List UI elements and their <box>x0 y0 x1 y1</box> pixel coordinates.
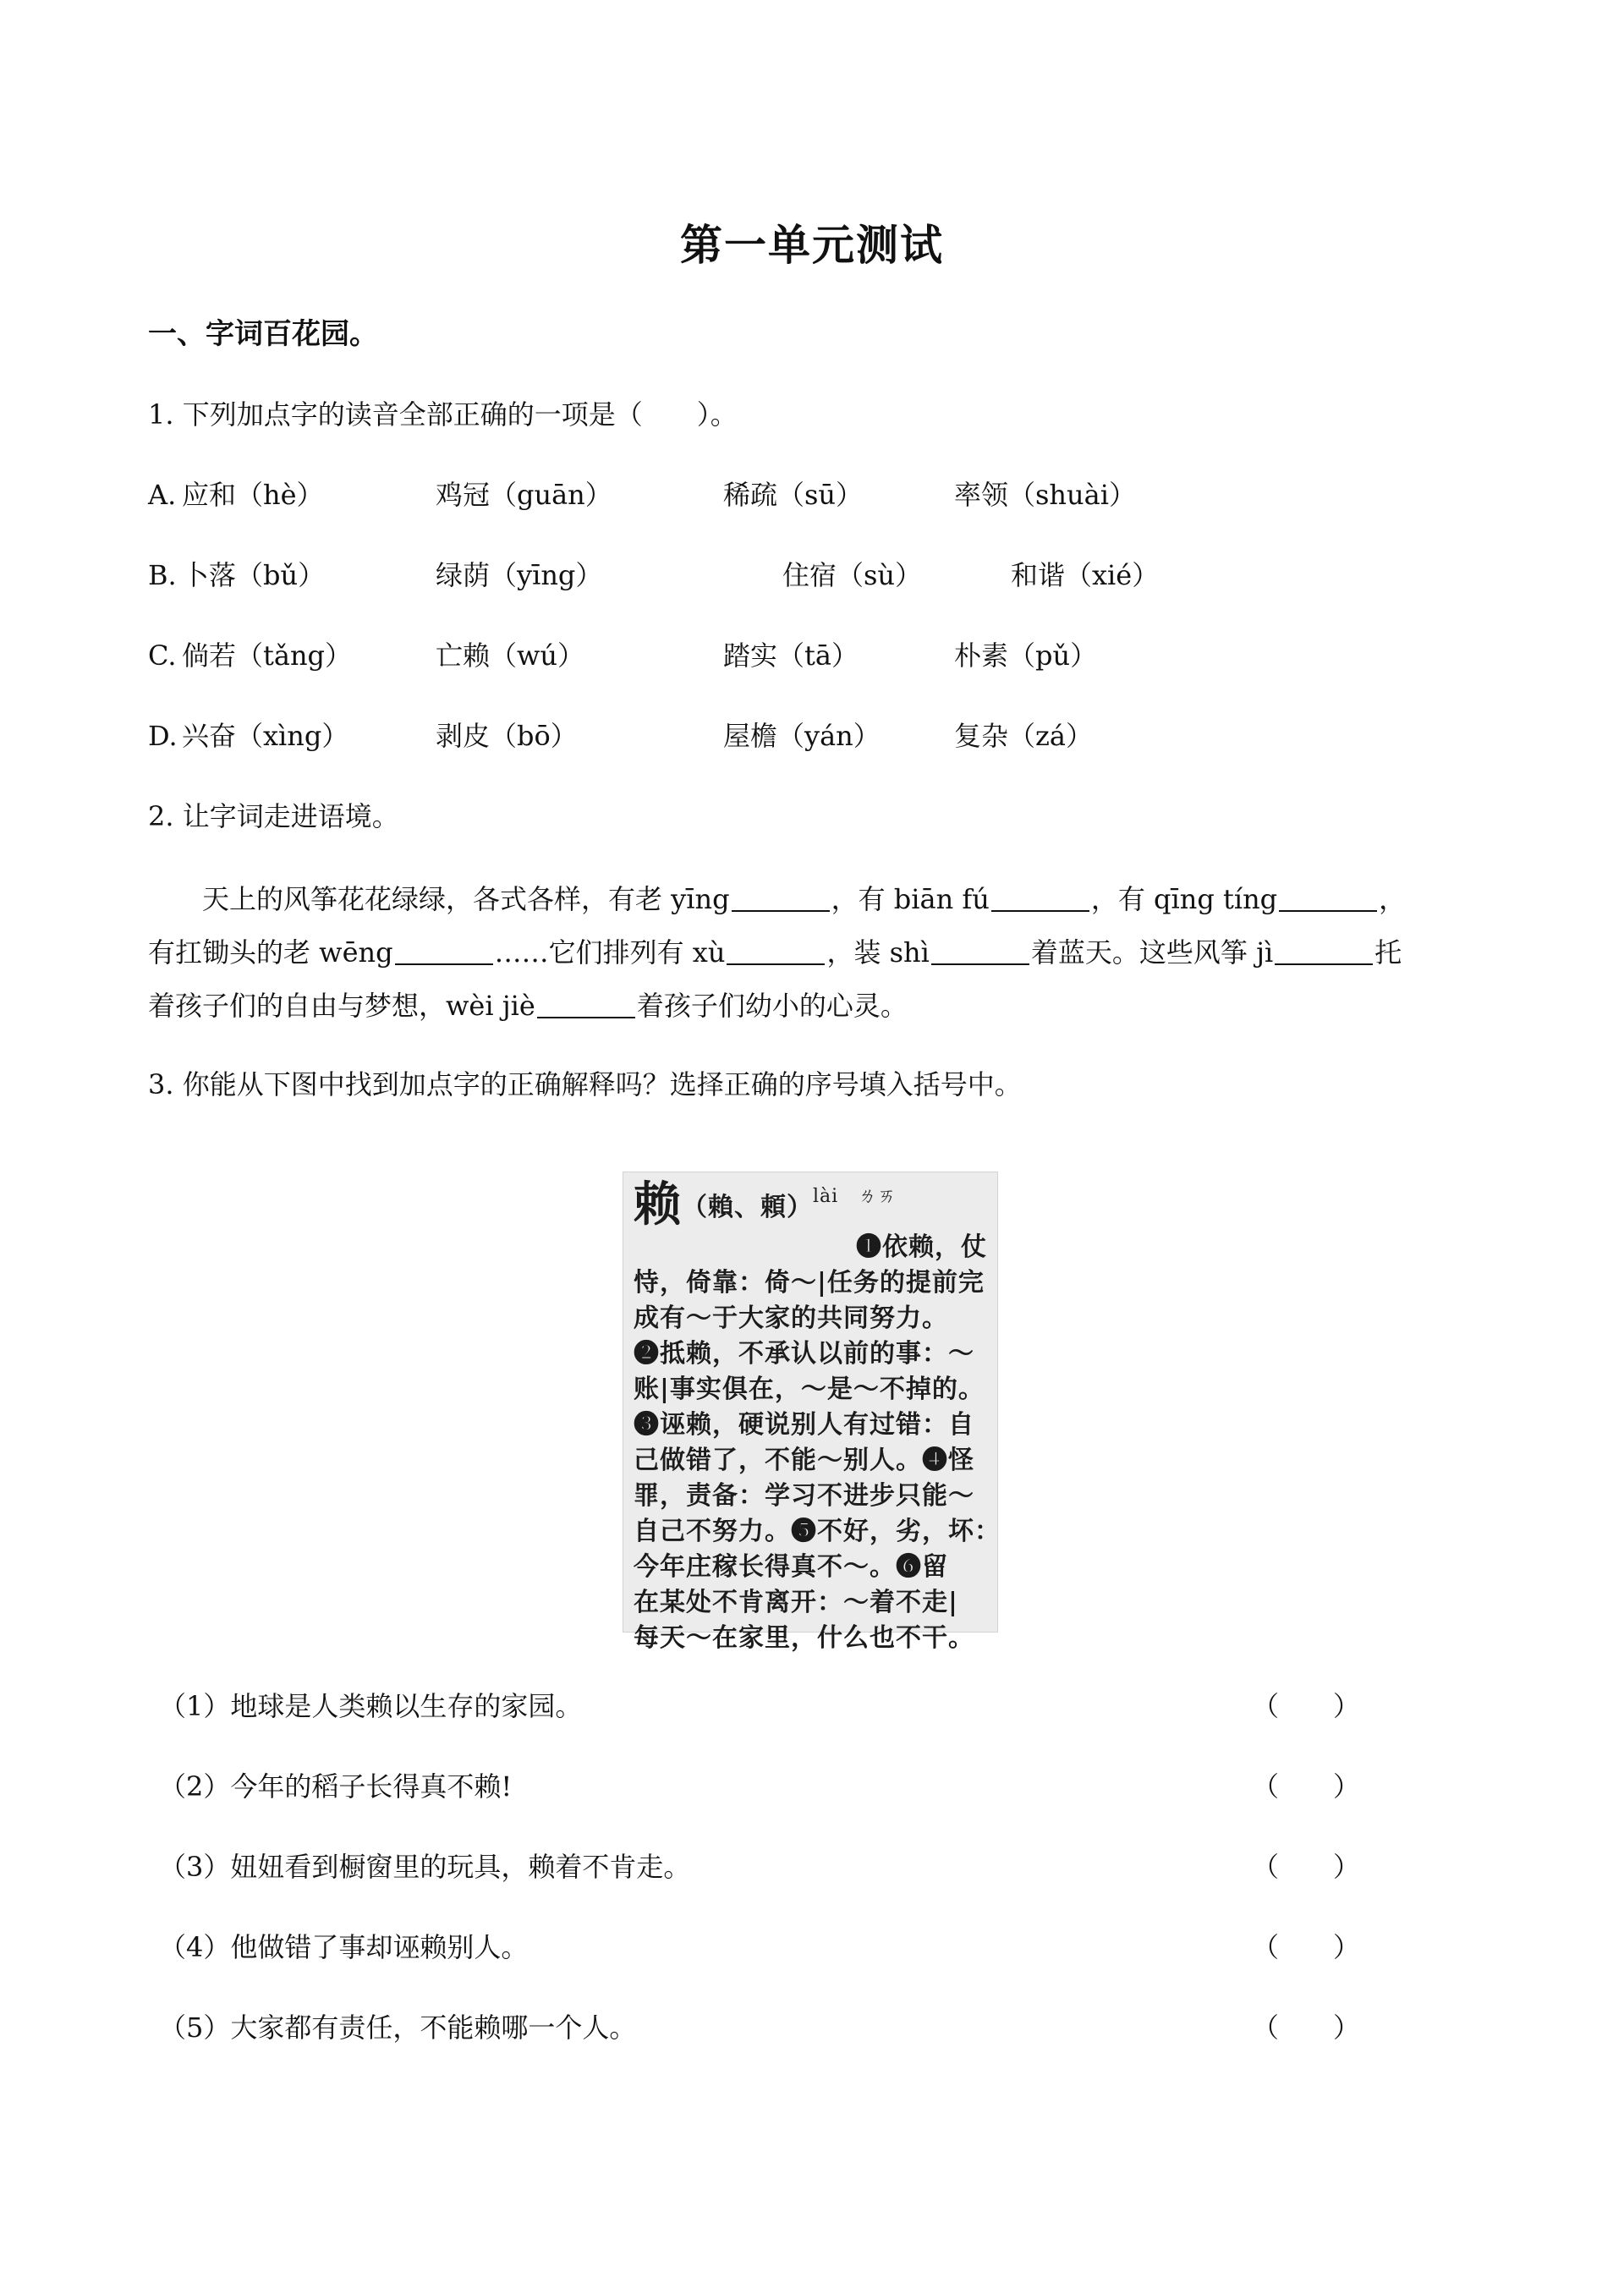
page-title: 第一单元测试 <box>680 220 944 270</box>
passage-text: ，装 shì <box>826 936 930 969</box>
dictionary-line: 账|事实俱在，～是～不掉的。 <box>634 1375 985 1404</box>
section-heading: 一、字词百花园。 <box>148 317 378 351</box>
dictionary-entry-image <box>623 1172 1001 1653</box>
option-item: 应和（hè） <box>182 479 324 511</box>
fill-blank[interactable] <box>732 885 830 912</box>
passage-text: ， <box>1379 883 1407 915</box>
fill-blank[interactable] <box>395 938 493 965</box>
option-label: A. <box>148 479 177 511</box>
paren-open: （ <box>1252 1851 1280 1883</box>
option-item: 兴奋（xìng） <box>182 720 349 752</box>
option-label: D. <box>148 720 178 752</box>
passage-text: 着孩子们的自由与梦想，wèi jiè <box>148 990 535 1022</box>
paren-close: ） <box>1333 1851 1361 1883</box>
fill-blank[interactable] <box>727 938 825 965</box>
dictionary-line: 每天～在家里，什么也不干。 <box>634 1623 974 1653</box>
q3-item: （3）妞妞看到橱窗里的玩具，赖着不肯走。 <box>159 1851 691 1883</box>
q3-stem: 3. 你能从下图中找到加点字的正确解释吗？选择正确的序号填入括号中。 <box>148 1068 1022 1100</box>
passage-text: 有扛锄头的老 wēng <box>148 936 393 969</box>
passage-text: ，有 biān fú <box>831 883 990 915</box>
option-item: 剥皮（bō） <box>436 720 578 752</box>
option-item: 稀疏（sū） <box>723 479 864 511</box>
option-label: C. <box>148 639 177 672</box>
dictionary-line: 在某处不肯离开：～着不走| <box>634 1588 958 1617</box>
dictionary-head-line <box>634 1179 987 1230</box>
paren-close: ） <box>1333 1931 1361 1963</box>
dictionary-line: 自己不努力。❺不好，劣，坏： <box>634 1517 1001 1546</box>
passage-text: 天上的风筝花花绿绿，各式各样，有老 yīng <box>202 883 730 915</box>
dictionary-variants: （賴、頼） <box>682 1193 813 1222</box>
option-item: 朴素（pǔ） <box>954 639 1098 672</box>
fill-blank[interactable] <box>537 991 635 1018</box>
option-item: 鸡冠（guān） <box>436 479 612 511</box>
dictionary-line: 成有～于大家的共同努力。 <box>634 1303 948 1333</box>
passage-text: 托 <box>1374 936 1402 969</box>
option-item: 亡赖（wú） <box>436 639 585 672</box>
fill-blank[interactable] <box>991 885 1089 912</box>
dictionary-line: 己做错了，不能～别人。❹怪 <box>634 1446 974 1475</box>
option-item: 卜落（bǔ） <box>182 559 326 591</box>
option-item: 绿荫（yīng） <box>436 559 603 591</box>
option-item: 复杂（zá） <box>954 720 1093 752</box>
paren-open: （ <box>1252 1931 1280 1963</box>
fill-blank[interactable] <box>931 938 1029 965</box>
answer-parentheses[interactable] <box>1252 1930 1360 1964</box>
dictionary-line: 罪，责备：学习不进步只能～ <box>634 1481 974 1511</box>
passage-text: 着蓝天。这些风筝 jì <box>1030 936 1274 969</box>
dictionary-headword: 赖 <box>634 1177 682 1232</box>
option-item: 和谐（xié） <box>1011 559 1160 591</box>
answer-parentheses[interactable] <box>1252 1689 1360 1723</box>
dictionary-pinyin: lài ㄌㄞ <box>813 1186 897 1207</box>
q2-passage <box>148 873 1493 1033</box>
paren-open: （ <box>1252 1770 1280 1803</box>
q1-stem: 1. 下列加点字的读音全部正确的一项是（ ）。 <box>148 398 738 431</box>
answer-parentheses[interactable] <box>1252 2011 1360 2044</box>
passage-text: ，有 qīng tíng <box>1090 883 1278 915</box>
dictionary-line: ❶依赖，仗 <box>856 1232 987 1262</box>
fill-blank[interactable] <box>1279 885 1377 912</box>
q3-item: （2）今年的稻子长得真不赖! <box>159 1770 513 1803</box>
option-item: 屋檐（yán） <box>723 720 881 752</box>
dictionary-line: 恃，倚靠：倚～|任务的提前完 <box>634 1268 985 1298</box>
dictionary-line: ❷抵赖，不承认以前的事：～ <box>634 1339 974 1369</box>
paren-close: ） <box>1333 1690 1361 1722</box>
option-label: B. <box>148 559 177 591</box>
paren-open: （ <box>1252 2011 1280 2044</box>
fill-blank[interactable] <box>1275 938 1373 965</box>
q2-stem: 2. 让字词走进语境。 <box>148 800 399 832</box>
paren-close: ） <box>1333 2011 1361 2044</box>
answer-parentheses[interactable] <box>1252 1850 1360 1884</box>
paren-open: （ <box>1252 1690 1280 1722</box>
option-item: 踏实（tā） <box>723 639 859 672</box>
q3-item: （1）地球是人类赖以生存的家园。 <box>159 1690 583 1722</box>
option-item: 率领（shuài） <box>954 479 1136 511</box>
passage-text: ……它们排列有 xù <box>494 936 726 969</box>
option-item: 倘若（tǎng） <box>182 639 353 672</box>
option-item: 住宿（sù） <box>782 559 923 591</box>
dictionary-line: 今年庄稼长得真不～。❻留 <box>634 1552 948 1582</box>
paren-close: ） <box>1333 1770 1361 1803</box>
q3-item: （4）他做错了事却诬赖别人。 <box>159 1931 529 1963</box>
answer-parentheses[interactable] <box>1252 1770 1360 1803</box>
passage-text: 着孩子们幼小的心灵。 <box>636 990 908 1022</box>
q3-item: （5）大家都有责任，不能赖哪一个人。 <box>159 2011 637 2044</box>
dictionary-line: ❸诬赖，硬说别人有过错：自 <box>634 1410 974 1440</box>
